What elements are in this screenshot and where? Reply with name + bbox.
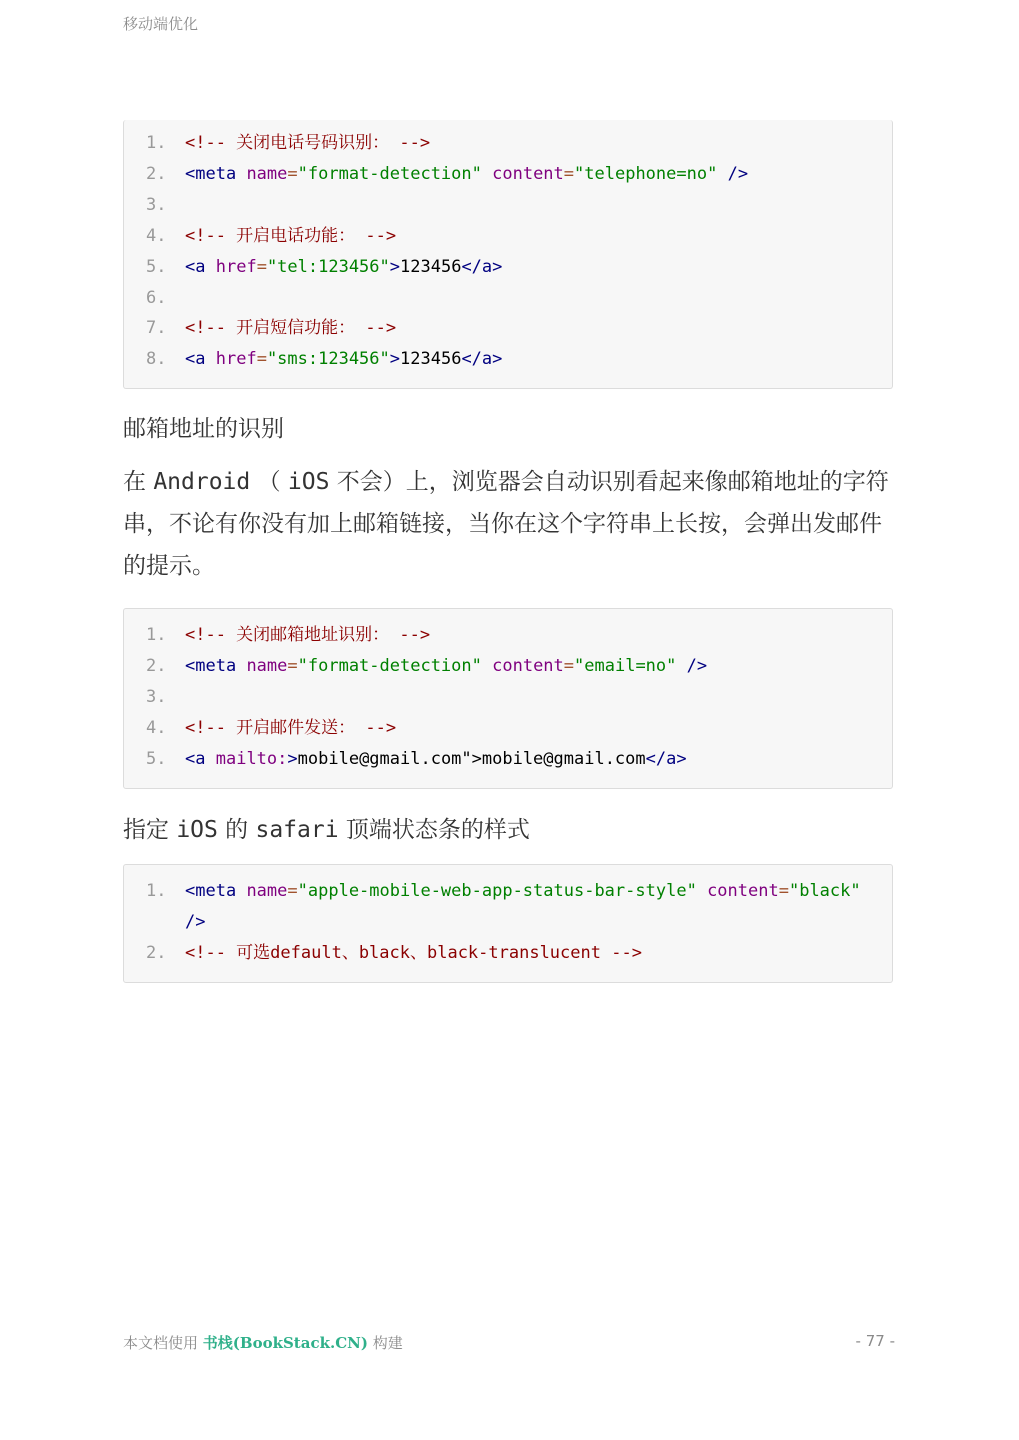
heading-text: 顶端状态条的样式 [345,817,530,843]
line-number: 1. [146,133,167,153]
footer-text: 本文档使用 [123,1334,199,1352]
code-attr: href [215,257,257,277]
line-number: 5. [146,257,167,277]
line-number: 7. [146,318,167,338]
code-attr: href [215,349,257,369]
heading-code: safari [255,817,339,843]
code-tag: <meta [185,656,237,676]
code-comment: <!-- 开启短信功能： --> [185,318,397,338]
line-number: 2. [146,656,167,676]
code-tag-close: > [389,349,401,369]
code-string: "sms:123456" [266,349,390,369]
line-number: 8. [146,349,167,369]
paragraph-email [123,461,903,587]
code-string: "tel:123456" [266,257,390,277]
code-comment: <!-- 关闭电话号码识别： --> [185,133,431,153]
para-text: （ [257,469,281,495]
footer-brand-link[interactable]: 书栈(BookStack.CN) [202,1334,368,1352]
page-number: - 77 - [855,1332,895,1350]
code-tag: <a [185,349,206,369]
code-string: "email=no" [574,656,677,676]
code-block-email: 1. <!-- 关闭邮箱地址识别： --> 2. <meta name="format-detection" content="email=no" /> 3. 4. <!-- 开启邮件发送： --> 5. <a mailto:>mobile@gmail.com">mobile@gmail.com</a> [123,608,893,789]
footer-text: 构建 [372,1334,403,1352]
para-code: Android [153,469,251,495]
line-number: 5. [146,749,167,769]
para-text: 不会）上，浏览器会自动识别看起来像邮箱地址的字符串，不论有你没有加上邮箱链接，当你在这个字符串上长按，会弹出发邮件的提示。 [123,469,889,579]
code-comment: <!-- 可选default、black、black-translucent --> [185,943,642,963]
footer-credit [123,1332,403,1353]
code-comment: <!-- 关闭邮箱地址识别： --> [185,625,431,645]
code-tag-end: /> [686,656,708,676]
code-attr: content [492,656,564,676]
heading-text: 指定 [123,817,169,843]
heading-code: iOS [176,817,218,843]
running-header: 移动端优化 [123,15,199,33]
para-text: 在 [123,469,146,495]
line-number: 1. [146,881,167,901]
code-tag: <a [185,749,206,769]
code-tag: <meta [185,164,237,184]
code-comment: <!-- 开启电话功能： --> [185,226,397,246]
line-number: 2. [146,164,167,184]
code-tag-end: </a> [461,257,503,277]
code-block-phone: 1. <!-- 关闭电话号码识别： --> 2. <meta name="format-detection" content="telephone=no" /> 3. 4. <!-- 开启电话功能： --> 5. <a href="tel:123456">123456</a> 6. 7. <!-- 开启短信功能： --> 8. <a href="sms:123456">123456</a> [123,120,893,389]
code-attr: name [246,656,288,676]
code-tag-close: > [287,749,298,769]
code-tag-end: </a> [461,349,503,369]
code-text: 123456 [400,257,462,277]
code-attr: name [246,881,288,901]
code-attr: mailto [215,749,278,769]
code-tag: <a [185,257,206,277]
code-string: "black" [788,881,861,901]
line-number: 3. [146,195,167,215]
section-heading-status-bar [123,811,530,844]
line-number: 6. [146,288,167,308]
code-attr: content [492,164,564,184]
line-number: 2. [146,943,167,963]
code-tag-end: </a> [645,749,687,769]
code-text: mobile@gmail.com">mobile@gmail.com [297,749,646,769]
code-attr: content [707,881,779,901]
code-tag-end: /> [727,164,749,184]
heading-text: 的 [225,817,249,843]
line-number: 4. [146,718,167,738]
code-comment: <!-- 开启邮件发送： --> [185,718,397,738]
section-heading-email: 邮箱地址的识别 [123,416,284,442]
code-tag: <meta [185,881,237,901]
para-code: iOS [287,469,330,495]
code-tag-end: /> [185,912,206,932]
line-number: 1. [146,625,167,645]
line-number: 3. [146,687,167,707]
line-number: 4. [146,226,167,246]
code-attr: name [246,164,288,184]
code-string: "format-detection" [297,656,482,676]
code-text: 123456 [400,349,462,369]
code-colon: : [277,749,288,769]
code-tag-close: > [389,257,401,277]
code-string: "telephone=no" [574,164,718,184]
code-string: "apple-mobile-web-app-status-bar-style" [297,881,697,901]
code-block-status-bar: 1. <meta name="apple-mobile-web-app-status-bar-style" content="black" /> 2. <!-- 可选default、black、black-translucent --> [123,864,893,983]
code-string: "format-detection" [297,164,482,184]
